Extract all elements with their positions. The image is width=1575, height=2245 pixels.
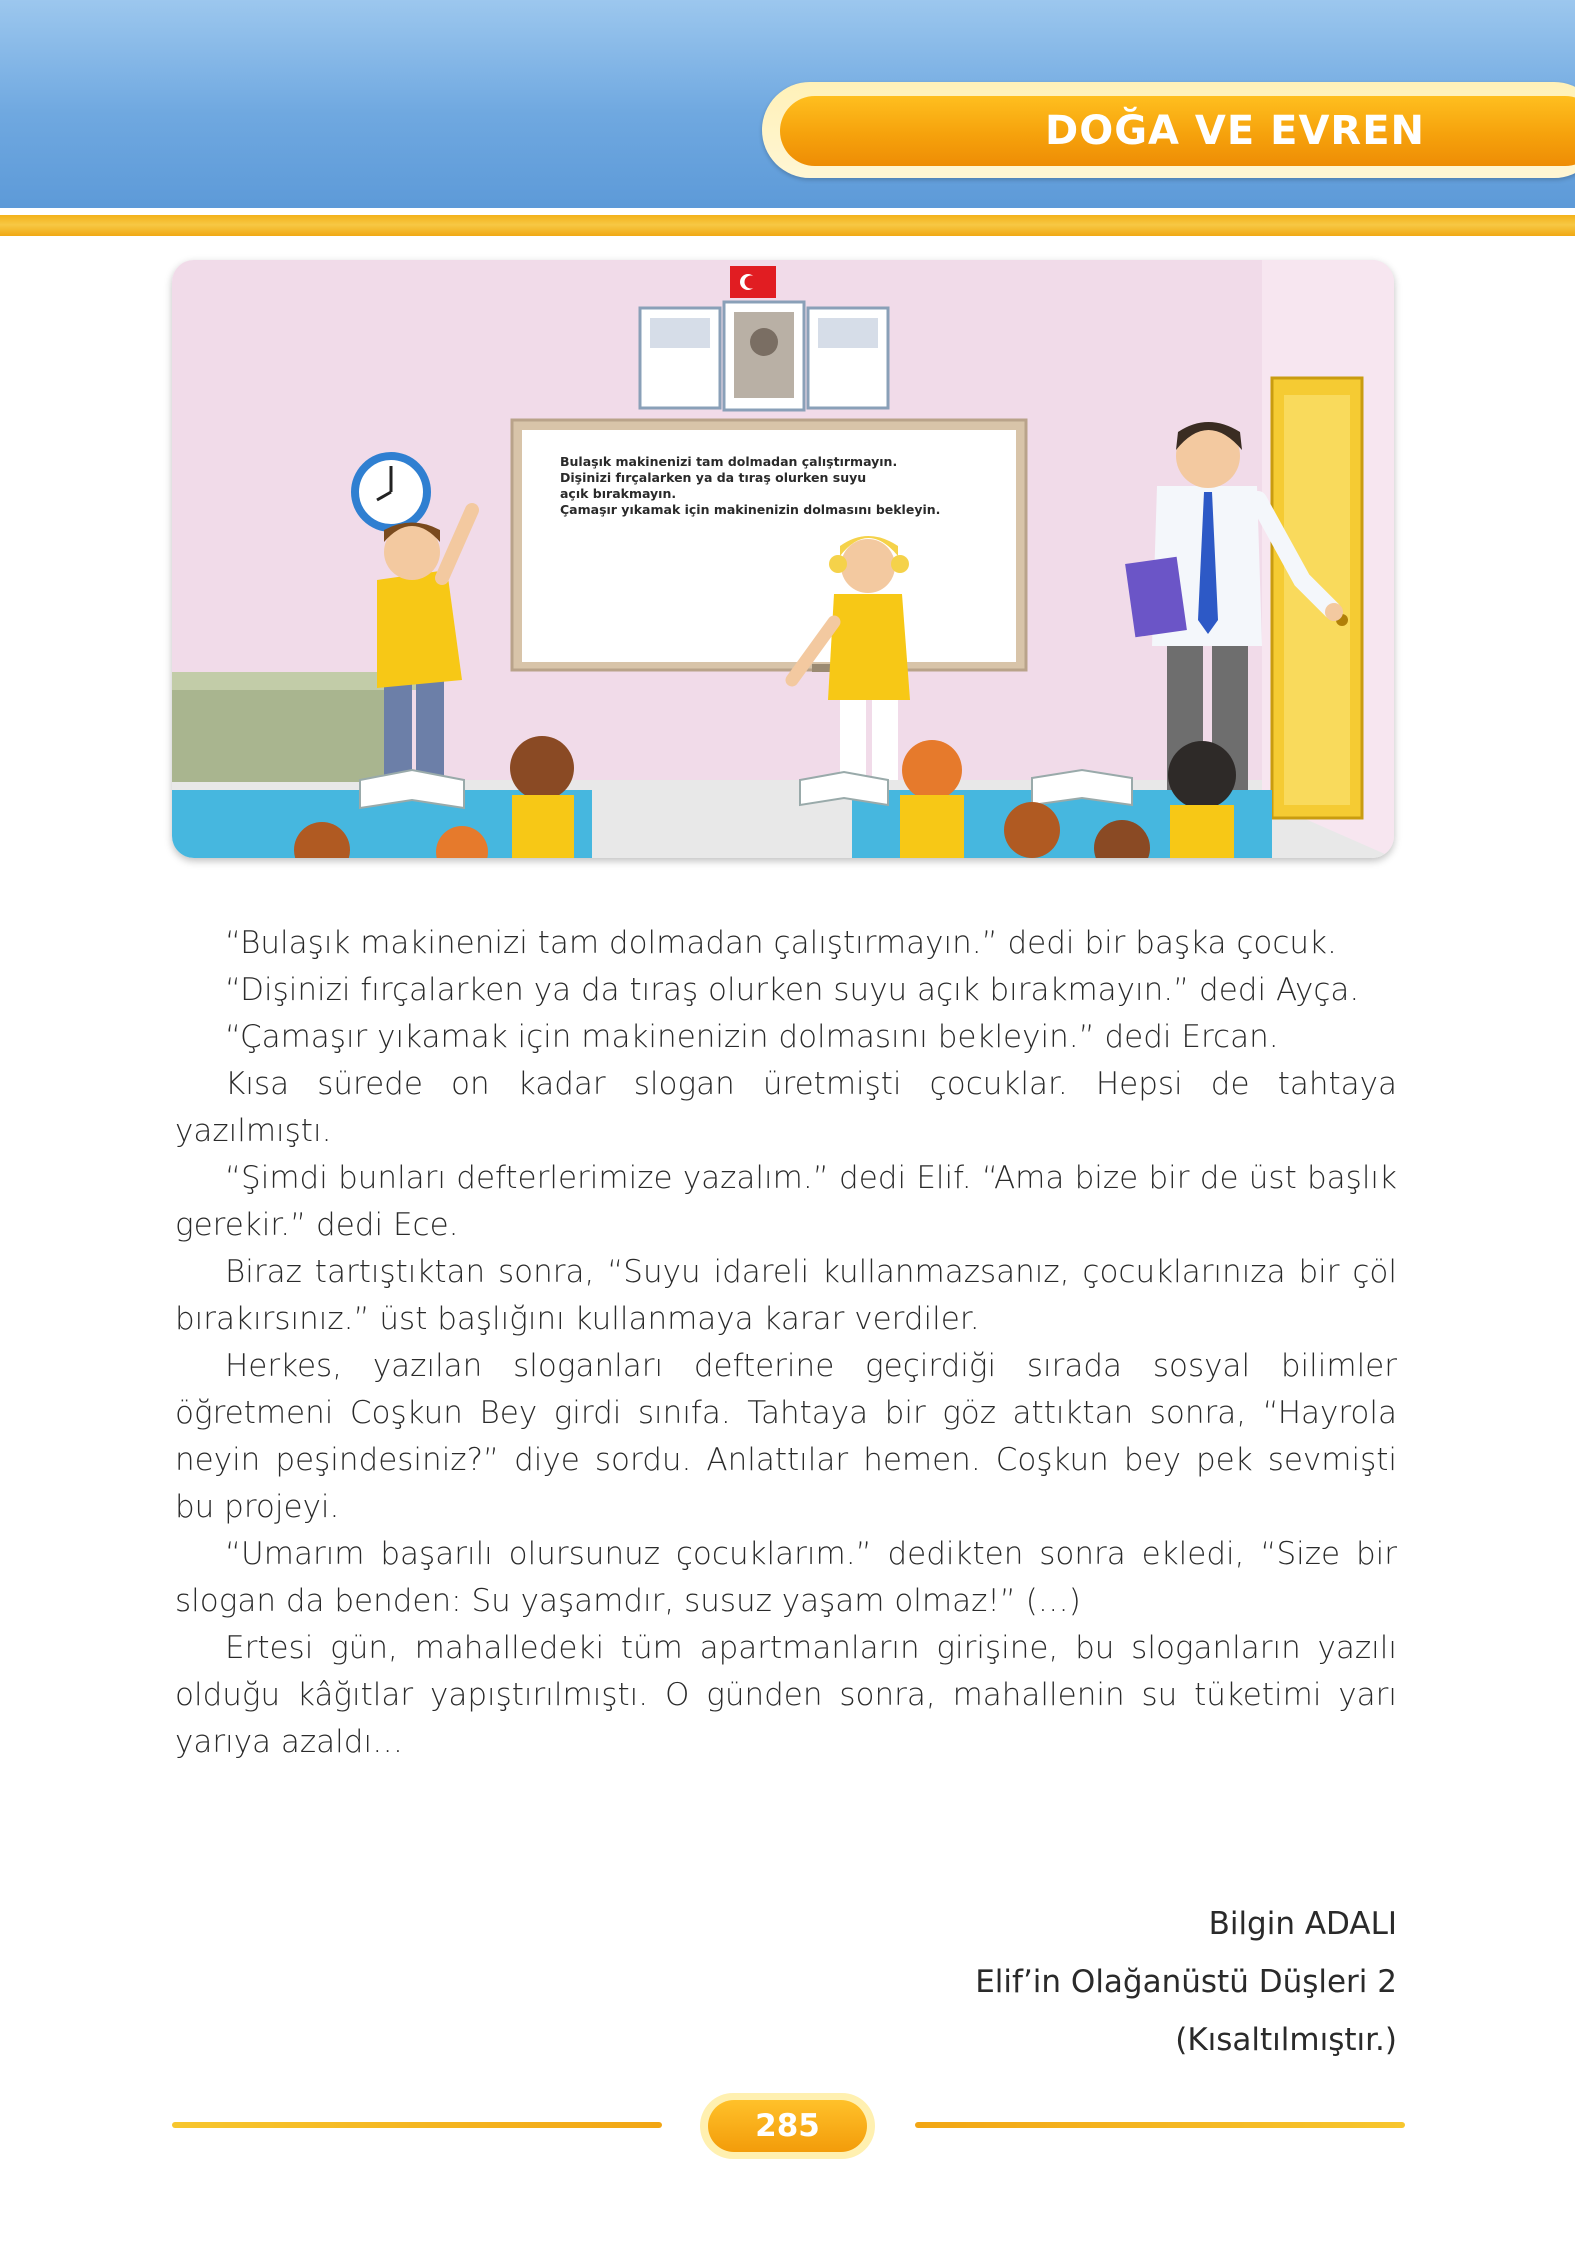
- story-paragraph: “Umarım başarılı olursunuz çocuklarım.” dedikten sonra ekledi, “Size bir slogan da benden: Su yaşamdır, susuz yaşam olmaz!” (…): [175, 1536, 1397, 1619]
- credits: [975, 1895, 1397, 2069]
- teacher-desk: [172, 682, 408, 782]
- classroom-illustration: [172, 260, 1394, 858]
- story-paragraph: Biraz tartıştıktan sonra, “Suyu idareli kullanmazsanız, çocuklarınıza bir çöl bırakırsınız.” üst başlığını kullanmaya karar verdiler.: [175, 1254, 1397, 1337]
- footer-line-left: [172, 2122, 662, 2128]
- header-stripe: [0, 208, 1575, 236]
- board-line-3: açık bırakmayın.: [560, 486, 677, 501]
- book-title: Elif’in Olağanüstü Düşleri 2: [975, 1964, 1397, 2000]
- story-paragraph: Herkes, yazılan sloganları defterine geçirdiği sırada sosyal bilimler öğretmeni Coşkun Bey girdi sınıfa. Tahtaya bir göz attıktan sonra, “Hayrola neyin peşindesiniz?” diye sordu. Anlattılar hemen. Coşkun bey pek sevmişti bu projeyi.: [175, 1348, 1397, 1525]
- story-paragraph: Ertesi gün, mahalledeki tüm apartmanların girişine, bu sloganların yazılı olduğu kâğıtlar yapıştırılmıştı. O günden sonra, mahallenin su tüketimi yarı yarıya azaldı…: [175, 1630, 1397, 1760]
- footer-line-right: [915, 2122, 1405, 2128]
- story-paragraph: Kısa sürede on kadar slogan üretmişti çocuklar. Hepsi de tahtaya yazılmıştı.: [175, 1066, 1397, 1149]
- page-number: 285: [708, 2100, 867, 2152]
- board-line-4: Çamaşır yıkamak için makinenizin dolmasını bekleyin.: [560, 502, 941, 517]
- abridged-note: (Kısaltılmıştır.): [1175, 2022, 1397, 2058]
- story-paragraph: “Şimdi bunları defterlerimize yazalım.” dedi Elif. “Ama bize bir de üst başlık gerekir.” dedi Ece.: [175, 1160, 1397, 1243]
- story-text: [175, 920, 1397, 1766]
- story-paragraph: “Bulaşık makinenizi tam dolmadan çalıştırmayın.” dedi bir başka çocuk.: [225, 925, 1337, 961]
- story-paragraph: “Dişinizi fırçalarken ya da tıraş olurken suyu açık bırakmayın.” dedi Ayça.: [225, 972, 1360, 1008]
- story-paragraph: “Çamaşır yıkamak için makinenizin dolmasını bekleyin.” dedi Ercan.: [225, 1019, 1279, 1055]
- author-name: Bilgin ADALI: [1208, 1906, 1397, 1942]
- chapter-title: DOĞA VE EVREN: [1044, 108, 1425, 154]
- classroom-scene: [172, 260, 1394, 858]
- board-line-1: Bulaşık makinenizi tam dolmadan çalıştırmayın.: [560, 454, 898, 469]
- board-line-2: Dişinizi fırçalarken ya da tıraş olurken suyu: [560, 470, 867, 485]
